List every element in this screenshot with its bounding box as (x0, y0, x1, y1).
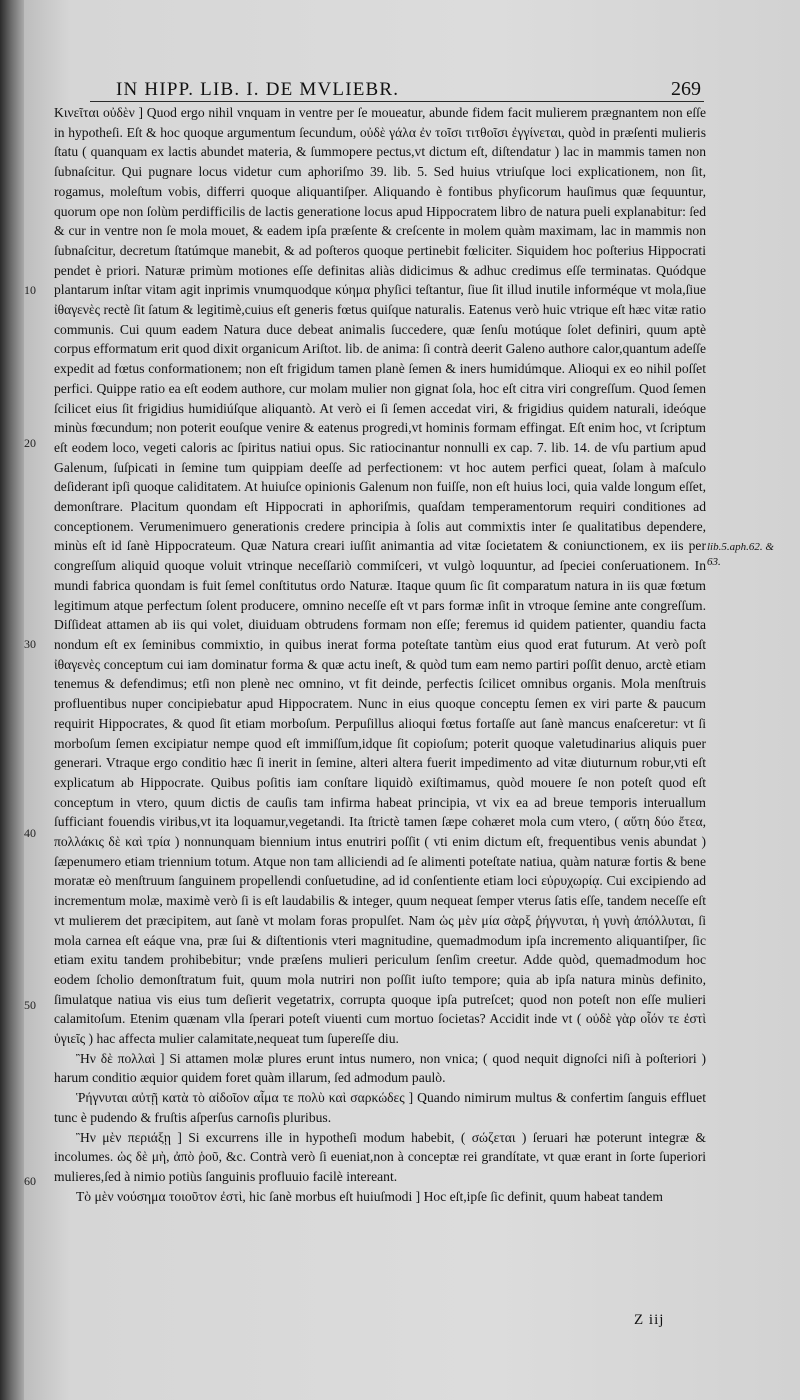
line-number: 50 (24, 998, 36, 1012)
page (24, 0, 800, 1400)
paragraph: Ῥήγνυται αὐτῇ κατὰ τὸ αἰδοῖον αἷμα τε πολὺ καὶ σαρκώδες ] Quando nimirum multus & confertim ſanguis effluet tunc è pudendo & fruſtis aſperſus carnoſis pluribus. (54, 1090, 706, 1125)
line-number: 20 (24, 436, 36, 450)
line-number: 10 (24, 283, 36, 297)
signature-mark: Z iij (634, 1312, 665, 1328)
running-header (116, 78, 701, 101)
page-number: 269 (671, 78, 701, 100)
line-number: 40 (24, 826, 36, 840)
line-number: 30 (24, 637, 36, 651)
book-spine (0, 0, 24, 1400)
header-rule (90, 101, 704, 102)
margin-note: lib.5.aph.62. & 63. (707, 541, 774, 568)
paragraph: Τὸ μὲν νούσημα τοιοῦτον ἐστὶ, hic ſanè morbus eſt huiuſmodi ] Hoc eſt,ipſe ſic definit, quum habeat tandem (76, 1188, 663, 1204)
paragraph: Κινεῖται οὐδὲν ] Quod ergo nihil vnquam in ventre per ſe moueatur, abunde fidem facit mulierem prægnantem non eſſe in hypotheſi. Eſt & hoc quoque argumentum ſecundum, οὐδὲ γάλα ἐν τοῖσι τιτθοῖσι ἐγγίνεται, quòd in præſenti mulieris ſtatu ( quanquam ex lactis abundet materia, & ſummopere pectus,vt dictum eſt, diſtendatur ) lac in mammis tamen non ſubnaſcitur. Qui pugnare locus videtur cum aphoriſmo 39. lib. 5. Sed huius vtriuſque loci explicationem, non ſit, rogamus, moleſtum vobis, differri quoque aliquantiſper. Aliquando è fontibus phyſicorum hauſimus quæ ſequuntur, quorum ope non ſolùm perdifficilis de lactis generatione locus apud Hippocratem libro de natura pueli explanabitur: ſed & cur in ventre non ſe mola mouet, & eadem ipſa præſente & creſcente in molem quàm maximam, lac in mammis non ſubnaſcitur, decretum ſtatúmque manebit, & ad poſteros quoque pertinebit fœliciter. Siquidem hoc poſterius Hippocrati pendet è priori. Naturæ primùm motiones eſſe definitas aliàs didicimus & adhuc credimus eſſe terminatas. Quódque plantarum inſtar vitam agit inprimis vnumquodque κύημα phyſici teſtantur, ſiue ſit illud inutile informéque vt mola,ſiue ἰθαγενὲς rectè ſit ſatum & legitimè,cuius eſt generis fœtus quiſque naturalis. Eatenus verò huic vtrique eſt hæc vitæ ratio communis. Cui quum eadem Natura duce debeat animalis ſuccedere, quæ ſenſu motúque ſolet definiri, quum aptè corpus efformatum erit quod dixit organicum Ariſtot. lib. de anima: ſi contrà deerit Galeno authore calor,quantum adeſſe expedit ad fœtus conformationem; non eſt frigidum tamen planè ſemen & iners humidúmque. Alioqui ex eo nihil poſſet perfici. Quippe ratio ea eſt eodem authore, cur molam mulier non gignat ſola, hoc eſt citra viri congreſſum. Quod ſemen ſcilicet eius ſit frigidius humidiúſque aliquantò. At verò ei ſi ſemen accedat viri, & frigidius quidem naturali, ideóque minùs fœcundum; non poterit eouſque venire & eatenus progredi,vt hominis formam effingat. Eſt enim hoc, vt ſcriptum eſt eodem loco, vegeti caloris ac ſpiritus natiui opus. Sic ratiocinantur nonnulli ex cap. 7. lib. 14. de vſu partium apud Galenum, ſuſpicati in ſemine tum quippiam deeſſe ad perfectionem: vt hoc autem perfici queat, ſolam à maſculo deſiderant ipſi quoque caliditatem. At huiuſce opinionis Galenum non fuiſſe, non eſt huius loci, quia valde longum eſſet, demonſtrare. Placitum quondam eſt Hippocrati in aphoriſmis, quaſdam temperamentorum requiri conditiones ad conceptionem. Verumenimuero generationis credere principia à ſolis aut commixtis inter ſe qualitatibus dependere, minùs eſt id ſanè Hippocrateum. Quæ Natura creari iuſſit animantia ad vitæ ſocietatem & coniunctionem, ex iis per congreſſum aliquid quoque voluit vtrinque neceſſariò commiſceri, vt vulgò loquuntur, ad ſpeciei conſeruationem. In mundi fabrica quondam is fuit ſemel conſtitutus ordo Naturæ. Itaque quum ſic ſit comparatum natura in iis quæ fœtum legitimum atque perfectum ſolent producere, omnino neceſſe eſt vt pars formæ inſit in vtroque ſemine ante congreſſum. Diſſideat attamen ab iis qui volet, diuiduam obtrudens formam non eſſe; feremus id quidem patienter, quandiu facta nondum eſt ex ſeminibus commixtio, in quibus inerat forma poteſtate tantùm eius quod erat futurum. At verò poſt ἰθαγενὲς conceptum cui iam dominatur forma & quæ actu ineſt, & quòd tum eam nemo partiri poſſit denuo, arctè etiam tenemus & defendimus; etſi non plenè nec omnino, vt fit deinde, perfectis ſcilicet omnibus organis. Mola menſtruis profluentibus nuper concipiebatur apud Hippocratem. Nunc in eius quoque conceptu ſemen ex viri parte & paucum requirit Hippocrates, & quod ſit etiam morboſum. Perpuſillus alioqui fœtus fortaſſe aut ſanè mancus enaſceretur: vt ſi morboſum ſemen excipiatur nempe quod eſt immiſſum,idque ſit copioſum; poterit quoque valetudinarius aliquis puer generari. Vtraque ergo conditio hæc ſi inerit in ſemine, alteri altera fuerit impedimento ad vitæ diuturnum robur,vti eſt explicatum ab Hippocrate. Quibus poſitis iam conſtare liquidò exiſtimamus, quòd mouere ſe non poteſt quod eſt conceptum in vtero, quum dictis de cauſis tam infirma habeat principia, vt vix ea ad breue temporis interuallum ſufficiant fouendis viribus,vt ita loquamur,vegetandi. Ita ſtrictè tamen ſæpe cohæret mola cum vtero, ( αὕτη δύο ἔτεα, πολλάκις δὲ καὶ τρία ) nonnunquam biennium intus enutriri poſſit ( vti enim dictum eſt, frequentibus venis abundat ) ſæpenumero etiam triennium totum. Atque non tam alliciendi ad ſe alimenti poteſtate natiua, quàm naturæ fortis & bene moratæ eò menſtruum ſanguinem propellendi conſuetudine, ad id conſentiente etiam loci εὐρυχωρίᾳ. Cui excipiendo ad incrementum molæ, maximè verò ſi is eſt laudabilis & integer, quum nequeat ſemper vterus ſatis eſſe, tandem neceſſe eſt vt mulierem det præcipitem, aut ſanè vt molam foras propulſet. Nam ὡς μὲν μία σὰρξ ῥήγνυται, ἡ γυνὴ ἀπόλλυται, ſi mola carnea eſt eáque vna, præ ſui & diſtentionis vteri magnitudine, quemadmodum ipſa incremento aliquantiſper, ſic etiam exitu tandem prohibebitur; vnde præſens mulieri periculum ſenſim creetur. Adde quòd, quemadmodum hoc eodem ſcholio demonſtratum fuit, quum mola nutriri non poſſit iuſto tempore; quia ab ipſa natura minùs definito, ſimulatque natiua vis eius tum deſierit vegetatrix, corrupta quoque ipſa putreſcet; quod non poteſt non eſſe mulieri calamitoſum. Etenim quænam vlla ſperari poteſt viuenti cum mortuo ſocietas? Accidit inde vt ( οὐδὲ γὰρ οἷόν τε ἐστὶ ὑγιεῖς ) hac affecta mulier calamitate,nequeat tum ſupereſſe diu. (54, 105, 706, 1047)
paragraph: Ἢν μὲν περιάξῃ ] Si excurrens ille in hypotheſi modum habebit, ( σώζεται ) ſeruari hæ poterunt integræ & incolumes. ὡς δὲ μὴ, ἀπὸ ῥοῦ, &c. Contrà verò ſi eueniat,non à conceptæ rei grandítate, vt quæ erant in ſorte ſuperiori mulieres,ſed à nimio potiùs ſanguinis profluuio facilè intereant. (54, 1129, 706, 1184)
paragraph: Ἢν δὲ πολλαὶ ] Si attamen molæ plures erunt intus numero, non vnica; ( quod nequit dignoſci niſi à poſteriori ) harum conditio æquior quidem foret quàm illarum, ſed admodum paulò. (54, 1050, 706, 1086)
body-text (54, 103, 706, 1206)
running-title: IN HIPP. LIB. I. DE MVLIEBR. (116, 79, 400, 100)
line-number: 60 (24, 1174, 36, 1188)
